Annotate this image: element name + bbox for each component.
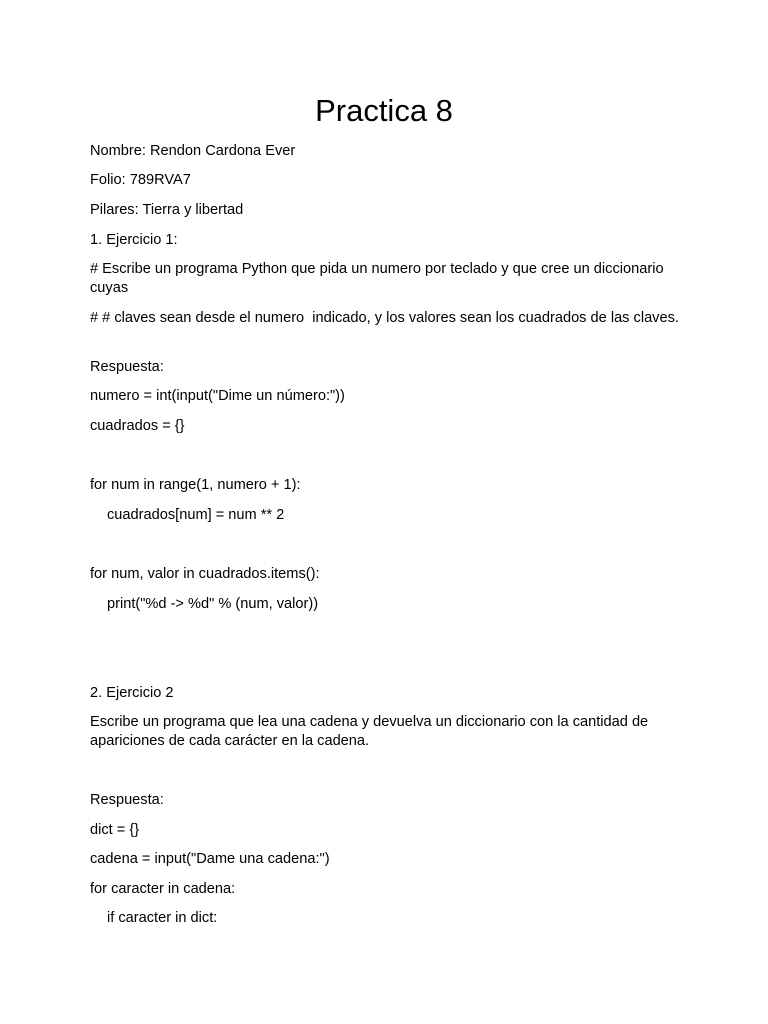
exercise-2-statement: Escribe un programa que lea una cadena y devuelva un diccionario con la cantidad de apariciones de cada carácter en la cadena. (90, 714, 653, 749)
exercise-1-answer-label: Respuesta: (90, 359, 164, 375)
student-name: Nombre: Rendon Cardona Ever (90, 143, 296, 159)
exercise-1-heading: 1. Ejercicio 1: (90, 232, 178, 248)
exercise-2-heading: 2. Ejercicio 2 (90, 685, 174, 701)
exercise-1-statement-b: # # claves sean desde el numero indicado, y los valores sean los cuadrados de las claves. (90, 310, 679, 326)
code-line: cuadrados[num] = num ** 2 (107, 507, 285, 523)
page-title: Practica 8 (315, 93, 453, 128)
code-line: print("%d -> %d" % (num, valor)) (107, 596, 319, 612)
code-line: cuadrados = {} (90, 418, 185, 434)
exercise-1-statement-a: # Escribe un programa Python que pida un numero por teclado y que cree un diccionario cuyas (90, 261, 668, 296)
code-line: numero = int(input("Dime un número:")) (90, 388, 345, 404)
code-line: dict = {} (90, 822, 140, 838)
code-line: if caracter in dict: (107, 910, 218, 926)
code-line: cadena = input("Dame una cadena:") (90, 851, 330, 867)
student-folio: Folio: 789RVA7 (90, 172, 191, 188)
code-line: for caracter in cadena: (90, 881, 236, 897)
exercise-2-answer-label: Respuesta: (90, 792, 164, 808)
code-line: for num, valor in cuadrados.items(): (90, 566, 320, 582)
student-pilares: Pilares: Tierra y libertad (90, 202, 244, 218)
code-line: for num in range(1, numero + 1): (90, 477, 301, 493)
